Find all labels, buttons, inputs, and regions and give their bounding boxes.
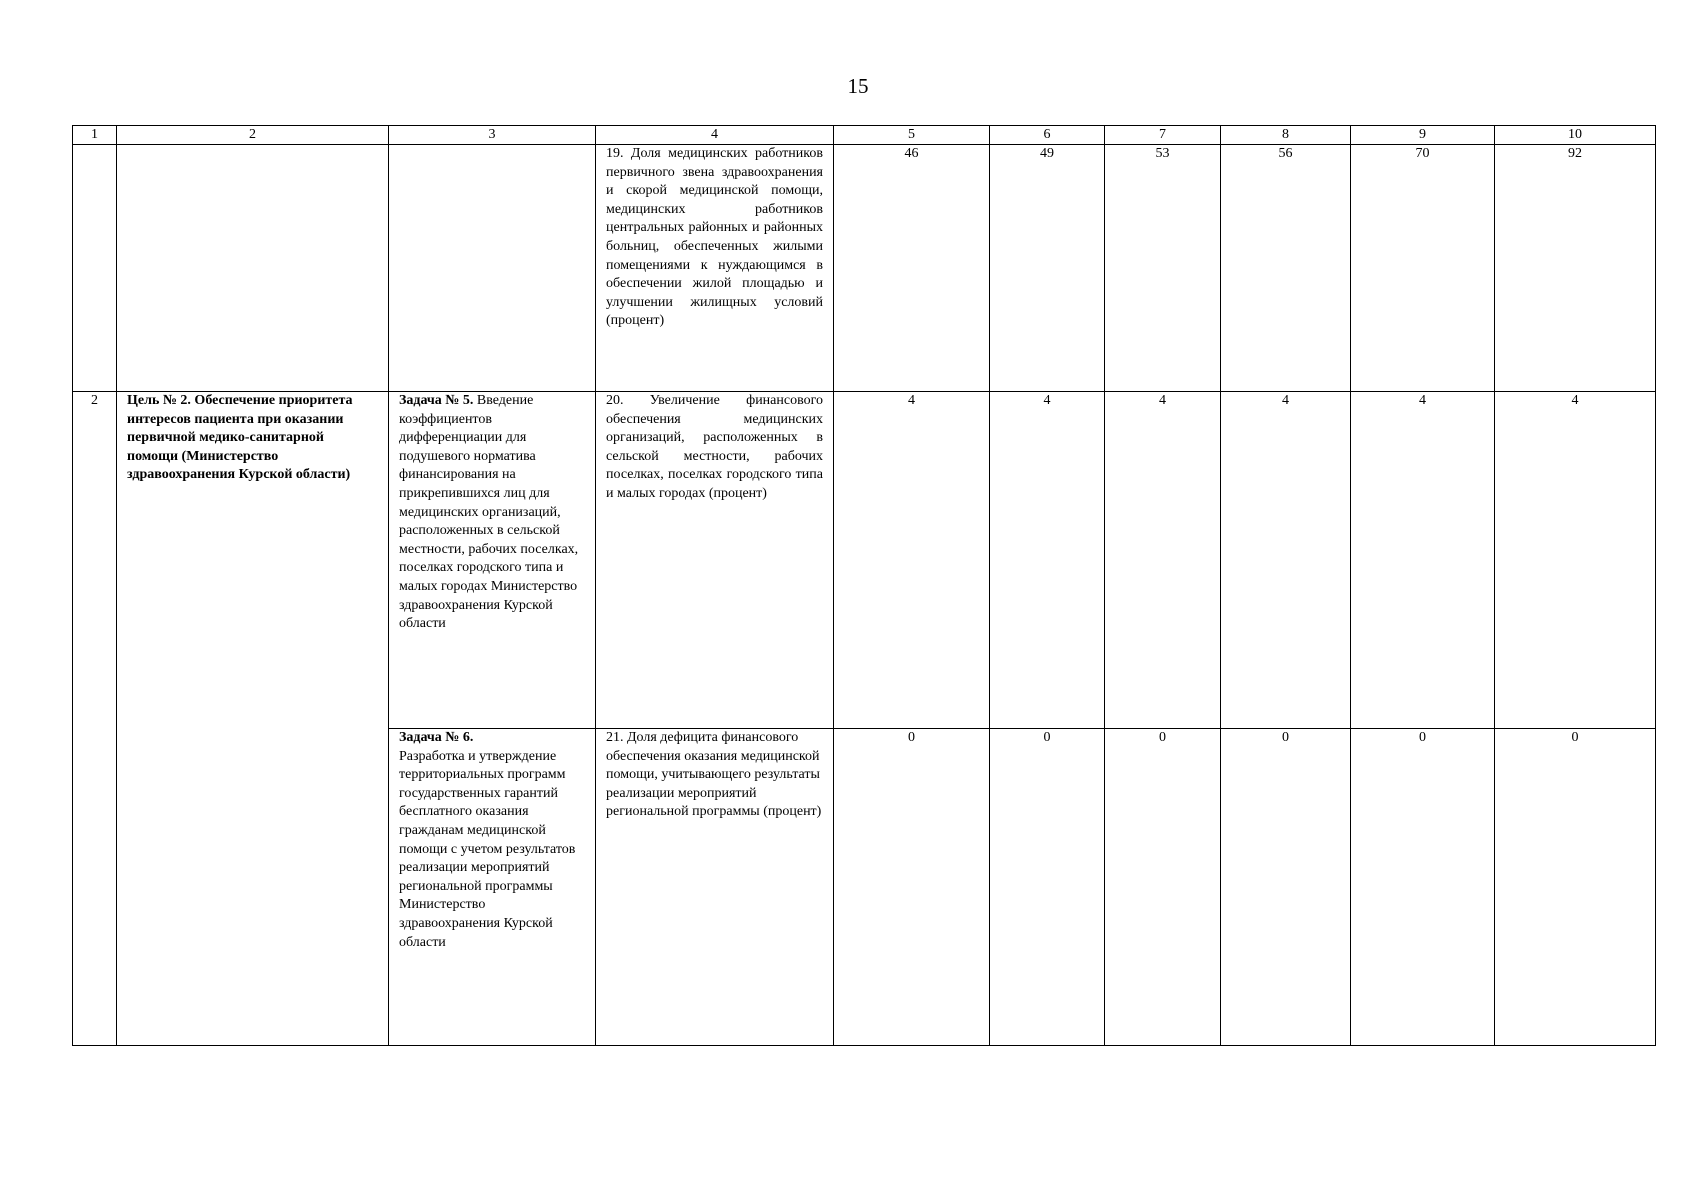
value-cell: 0 xyxy=(1105,729,1221,1046)
row-number-cell xyxy=(73,145,117,392)
value-cell: 56 xyxy=(1221,145,1351,392)
task-text: Введение коэффициентов дифференциации для подушевого норматива финансирования на прикрепившихся лиц для медицинских организаций, расположенных в сельской местности, рабочих поселках, поселках городского типа и малых городах Министерство здравоохранения Курской области xyxy=(399,393,579,632)
column-header: 8 xyxy=(1221,126,1351,145)
value-cell: 70 xyxy=(1351,145,1495,392)
column-header: 10 xyxy=(1495,126,1656,145)
column-header: 2 xyxy=(117,126,389,145)
column-header: 3 xyxy=(389,126,596,145)
column-header: 5 xyxy=(834,126,990,145)
value-cell: 4 xyxy=(834,392,990,729)
task-cell xyxy=(389,729,596,1046)
column-header: 9 xyxy=(1351,126,1495,145)
table-row xyxy=(73,145,1656,392)
column-header: 6 xyxy=(990,126,1105,145)
value-cell: 0 xyxy=(1351,729,1495,1046)
value-cell: 0 xyxy=(1221,729,1351,1046)
value-cell: 4 xyxy=(990,392,1105,729)
task-cell xyxy=(389,145,596,392)
task-label: Задача № 6. xyxy=(399,730,474,745)
indicators-table xyxy=(72,125,1656,1046)
value-cell: 92 xyxy=(1495,145,1656,392)
value-cell: 0 xyxy=(1495,729,1656,1046)
value-cell: 4 xyxy=(1495,392,1656,729)
value-cell: 49 xyxy=(990,145,1105,392)
value-cell: 46 xyxy=(834,145,990,392)
column-header-row xyxy=(73,126,1656,145)
value-cell: 0 xyxy=(990,729,1105,1046)
row-number-cell: 2 xyxy=(73,392,117,1046)
column-header: 7 xyxy=(1105,126,1221,145)
goal-cell xyxy=(117,145,389,392)
column-header: 4 xyxy=(596,126,834,145)
task-cell xyxy=(389,392,596,729)
page-number: 15 xyxy=(847,74,869,98)
value-cell: 4 xyxy=(1351,392,1495,729)
table-row xyxy=(73,392,1656,729)
indicator-cell: 19. Доля медицинских работников первичного звена здравоохранения и скорой медицинской помощи, медицинских работников центральных районных и районных больниц, обеспеченных жилыми помещениями к нуждающимся в обеспечении жилой площадью и улучшении жилищных условий (процент) xyxy=(596,145,834,392)
task-label: Задача № 5. xyxy=(399,393,474,408)
goal-cell: Цель № 2. Обеспечение приоритета интересов пациента при оказании первичной медико-санитарной помощи (Министерство здравоохранения Курской области) xyxy=(117,392,389,1046)
column-header: 1 xyxy=(73,126,117,145)
task-text: Разработка и утверждение территориальных программ государственных гарантий бесплатного оказания гражданам медицинской помощи с учетом результатов реализации мероприятий региональной программы Министерство здравоохранения Курской области xyxy=(399,748,576,950)
indicator-cell: 21. Доля дефицита финансового обеспечения оказания медицинской помощи, учитывающего результаты реализации мероприятий региональной программы (процент) xyxy=(596,729,834,1046)
value-cell: 53 xyxy=(1105,145,1221,392)
value-cell: 4 xyxy=(1221,392,1351,729)
indicator-cell: 20. Увеличение финансового обеспечения медицинских организаций, расположенных в сельской местности, рабочих поселках, поселках городского типа и малых городах (процент) xyxy=(596,392,834,729)
value-cell: 4 xyxy=(1105,392,1221,729)
value-cell: 0 xyxy=(834,729,990,1046)
